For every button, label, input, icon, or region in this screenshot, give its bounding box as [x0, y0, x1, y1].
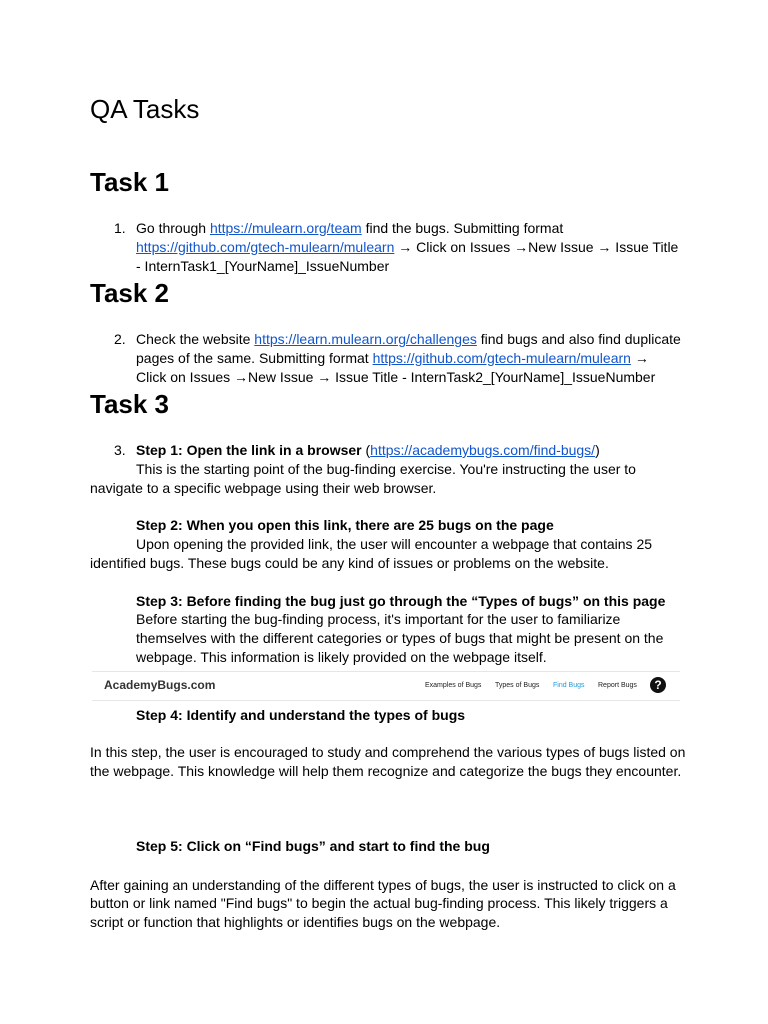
- task2-line1: [136, 330, 681, 349]
- step2-title: Step 2: When you open this link, there are 25 bugs on the page: [136, 517, 554, 533]
- mulearn-team-link[interactable]: https://mulearn.org/team: [209, 220, 362, 236]
- step3-desc-3: webpage. This information is likely provided on the webpage itself.: [136, 649, 547, 665]
- step4-desc-1: In this step, the user is encouraged to study and comprehend the various types of bugs listed on: [90, 744, 686, 760]
- task1-number: 1.: [114, 220, 126, 236]
- step1-line: [136, 441, 600, 460]
- step4-title: Step 4: Identify and understand the types of bugs: [136, 707, 466, 723]
- task2-line2: [136, 349, 649, 368]
- step2-desc-1: Upon opening the provided link, the user will encounter a webpage that contains 25: [136, 536, 653, 552]
- task1-line1: [136, 219, 563, 238]
- step5-desc-3: script or function that highlights or identifies bugs on the webpage.: [90, 914, 501, 930]
- task2-line2-text: pages of the same. Submitting format: [136, 350, 373, 366]
- step5-title: Step 5: Click on “Find bugs” and start to find the bug: [136, 838, 490, 854]
- nav-examples-of-bugs: Examples of Bugs: [425, 682, 482, 689]
- task2-number: 2.: [114, 331, 126, 347]
- academybugs-navbar-image: [92, 671, 680, 701]
- task2-line3: Click on Issues →New Issue → Issue Title - InternTask2_[YourName]_IssueNumber: [136, 369, 656, 385]
- step1-desc-2: navigate to a specific webpage using their web browser.: [90, 480, 437, 496]
- task1-line2: [136, 238, 678, 257]
- step4-desc-2: the webpage. This knowledge will help them recognize and categorize the bugs they encounter.: [90, 763, 682, 779]
- task2-line2-post: →: [630, 350, 649, 366]
- task1-line1-text: Go through: [136, 220, 210, 236]
- step5-desc-1: After gaining an understanding of the different types of bugs, the user is instructed to click on a: [90, 877, 676, 893]
- step3-desc-1: Before starting the bug-finding process, it's important for the user to familiarize: [136, 611, 621, 627]
- step1-title: Step 1: Open the link in a browser: [136, 442, 362, 458]
- step3-title: Step 3: Before finding the bug just go through the “Types of bugs” on this page: [136, 593, 666, 609]
- academybugs-link[interactable]: https://academybugs.com/find-bugs/: [370, 442, 596, 458]
- academybugs-logo: AcademyBugs.com: [104, 678, 216, 692]
- step5-desc-2: button or link named "Find bugs" to begin the actual bug-finding process. This likely triggers a: [90, 895, 668, 911]
- task1-line2-post: → Click on Issues →New Issue → Issue Title: [394, 239, 679, 255]
- help-icon: ?: [650, 677, 666, 693]
- github-repo-link-2[interactable]: https://github.com/gtech-mulearn/mulearn: [372, 350, 631, 366]
- learn-challenges-link[interactable]: https://learn.mulearn.org/challenges: [254, 331, 477, 347]
- nav-report-bugs: Report Bugs: [598, 682, 637, 689]
- step1-paren-close: ): [595, 442, 600, 458]
- step2-desc-2: identified bugs. These bugs could be any kind of issues or problems on the website.: [90, 555, 609, 571]
- task3-heading: Task 3: [90, 389, 170, 419]
- task1-line3: - InternTask1_[YourName]_IssueNumber: [136, 258, 390, 274]
- github-repo-link-1[interactable]: https://github.com/gtech-mulearn/mulearn: [136, 239, 395, 255]
- task2-line1-text: Check the website: [136, 331, 255, 347]
- step1-desc-1: This is the starting point of the bug-finding exercise. You're instructing the user to: [136, 461, 636, 477]
- task2-heading: Task 2: [90, 278, 170, 308]
- task1-line1-post: find the bugs. Submitting format: [361, 220, 564, 236]
- task2-line1-post: find bugs and also find duplicate: [476, 331, 681, 347]
- step1-paren-open: (: [361, 442, 371, 458]
- nav-find-bugs: Find Bugs: [553, 682, 585, 689]
- step3-desc-2: themselves with the different categories or types of bugs that might be present on the: [136, 630, 664, 646]
- task1-heading: Task 1: [90, 167, 170, 197]
- task3-number: 3.: [114, 442, 126, 458]
- page-title: QA Tasks: [90, 94, 200, 124]
- nav-types-of-bugs: Types of Bugs: [495, 682, 540, 689]
